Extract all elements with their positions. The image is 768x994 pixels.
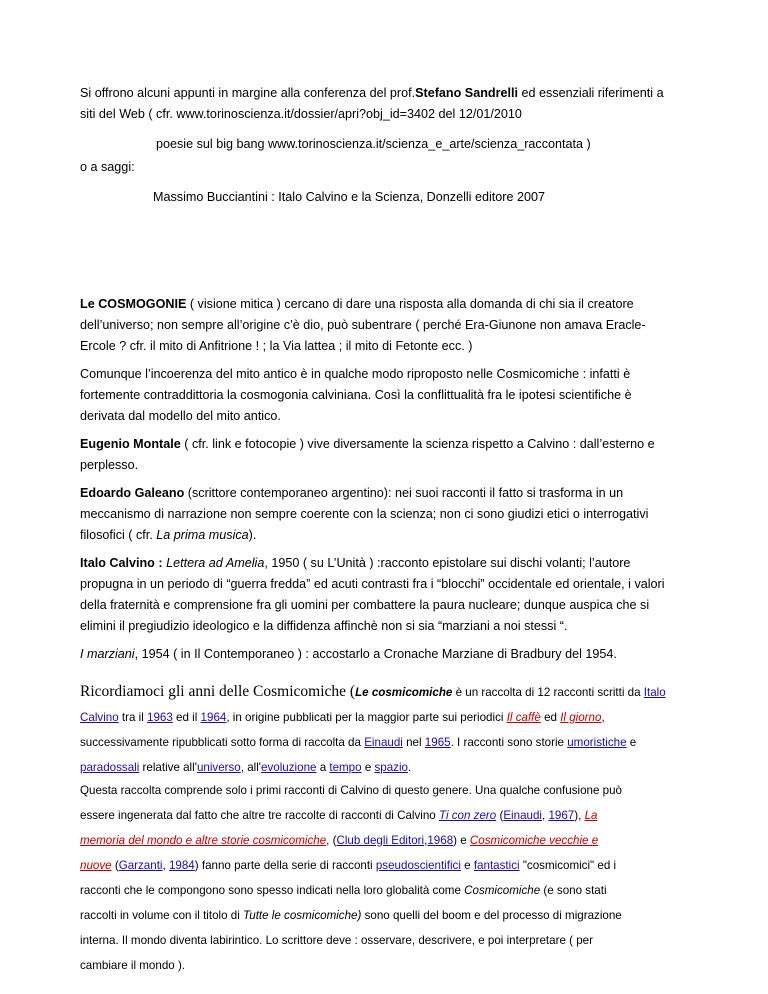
cosmogonie-paragraph: Le COSMOGONIE ( visione mitica ) cercano di dare una risposta alla domanda di chi sia il creatore dell’universo; non sempre all’origine c’è dio, può subentrare ( perché Era-Giunone non amava Eracle- Ercole ? cfr. il mito di Anfitrione ! ; la Via lattea ; il mito di Fetonte ecc. ) (80, 297, 646, 353)
link-pseudoscientifici[interactable]: pseudoscientifici (375, 859, 461, 872)
link-1968[interactable]: 1968 (427, 834, 454, 847)
link-spazio[interactable]: spazio (374, 761, 408, 774)
link-memoria-del-mondo[interactable]: memoria del mondo e altre storie cosmicomiche (80, 834, 327, 847)
link-einaudi[interactable]: Einaudi (364, 736, 403, 749)
link-1984[interactable]: 1984 (168, 859, 195, 872)
link-1967[interactable]: 1967 (548, 809, 575, 822)
incoerenza-paragraph: Comunque l’incoerenza del mito antico è in qualche modo riproposto nelle Cosmicomiche : infatti è fortemente contraddittoria la cosmogonia calviniana. Così la conflittualità fra le ipotesi scientifiche è derivata dal modello del mito antico. (80, 367, 632, 423)
intro-line-3: poesie sul big bang www.torinoscienza.it/scienza_e_arte/scienza_raccontata ) (156, 137, 591, 151)
link-nuove[interactable]: nuove (80, 859, 112, 872)
link-club-degli-editori[interactable]: Club degli Editori (336, 834, 425, 847)
link-ti-con-zero[interactable]: Ti con zero (438, 809, 497, 822)
link-calvino[interactable]: Calvino (80, 711, 119, 724)
link-1965[interactable]: 1965 (424, 736, 451, 749)
calvino-paragraph: Italo Calvino : Lettera ad Amelia, 1950 ( su L’Unità ) :racconto epistolare sui dischi volanti; l’autore propugna in un periodo di “guerra fredda” ed acuti contrasti fra i “blocchi” occidentale ed orientale, i valori della fraternità e comprensione fra gli uomini per combattere la paura nucleare; dunque auspica che si elimini il pregiudizio ideologico e la diffidenza affinchè non si sia “marziani a noi stessi “. (80, 556, 665, 633)
marziani-paragraph: I marziani, 1954 ( in Il Contemporaneo ) : accostarlo a Cronache Marziane di Bradbury del 1954. (80, 647, 617, 661)
link-cosmicomiche-vecchie-e[interactable]: Cosmicomiche vecchie e (469, 834, 599, 847)
link-1964[interactable]: 1964 (200, 711, 227, 724)
intro-line-4: o a saggi: (80, 160, 135, 174)
link-universo[interactable]: universo (196, 761, 241, 774)
link-einaudi-2[interactable]: Einaudi (503, 809, 542, 822)
link-evoluzione[interactable]: evoluzione (261, 761, 317, 774)
link-fantastici[interactable]: fantastici (473, 859, 520, 872)
intro-line-1: Si offrono alcuni appunti in margine alla conferenza del prof.Stefano Sandrelli ed essenziali riferimenti a (80, 86, 664, 100)
link-la[interactable]: La (584, 809, 598, 822)
link-tempo[interactable]: tempo (329, 761, 362, 774)
intro-line-2: siti del Web ( cfr. www.torinoscienza.it/dossier/apri?obj_id=3402 del 12/01/2010 (80, 107, 522, 121)
link-paradossali[interactable]: paradossali (80, 761, 140, 774)
link-italo[interactable]: Italo (643, 686, 666, 699)
questa-raccolta-paragraph: Questa raccolta comprende solo i primi racconti di Calvino di questo genere. Una qualche confusione può essere ingenerata dal fatto che altre tre raccolte di racconti di Calvino Ti con zero (Einaudi, 1967), La memoria del mondo e altre storie cosmicomiche, (Club degli Editori,1968) e Cosmicomiche vecchie e nuove (Garzanti, 1984) fanno parte della serie di racconti pseudoscientifici e fantastici "cosmicomici" ed i racconti che le compongono sono spesso indicati nella loro globalità come Cosmicomiche (e sono stati raccolti in volume con il titolo di Tutte le cosmicomiche) sono quelli del boom e del processo di migrazione interna. Il mondo diventa labirintico. Lo scrittore deve : osservare, descrivere, e poi interpretare ( per cambiare il mondo ). (80, 784, 622, 972)
link-1963[interactable]: 1963 (147, 711, 173, 724)
link-umoristiche[interactable]: umoristiche (567, 736, 627, 749)
montale-paragraph: Eugenio Montale ( cfr. link e fotocopie ) vive diversamente la scienza rispetto a Calvino : dall’esterno e perplesso. (80, 437, 655, 472)
link-garzanti[interactable]: Garzanti (118, 859, 163, 872)
link-il-caffe[interactable]: Il caffè (506, 711, 541, 724)
intro-line-5: Massimo Bucciantini : Italo Calvino e la Scienza, Donzelli editore 2007 (153, 190, 546, 204)
cosmicomiche-paragraph: Ricordiamoci gli anni delle Cosmicomiche (Le cosmicomiche è un raccolta di 12 racconti scritti da Italo Calvino tra il 1963 ed il 1964, in origine pubblicati per la maggior parte sui periodici Il caffè ed Il giorno, successivamente ripubblicati sotto forma di raccolta da Einaudi nel 1965. I racconti sono storie umoristiche e paradossali relative all'universo, all'evoluzione a tempo e spazio. (80, 683, 666, 774)
link-il-giorno[interactable]: Il giorno (560, 711, 602, 724)
galeano-paragraph: Edoardo Galeano (scrittore contemporaneo argentino): nei suoi racconti il fatto si trasforma in un meccanismo di narrazione non sempre coerente con la scienza; non ci sono giudizi etici o interrogativi filosofici ( cfr. La prima musica). (80, 486, 649, 542)
